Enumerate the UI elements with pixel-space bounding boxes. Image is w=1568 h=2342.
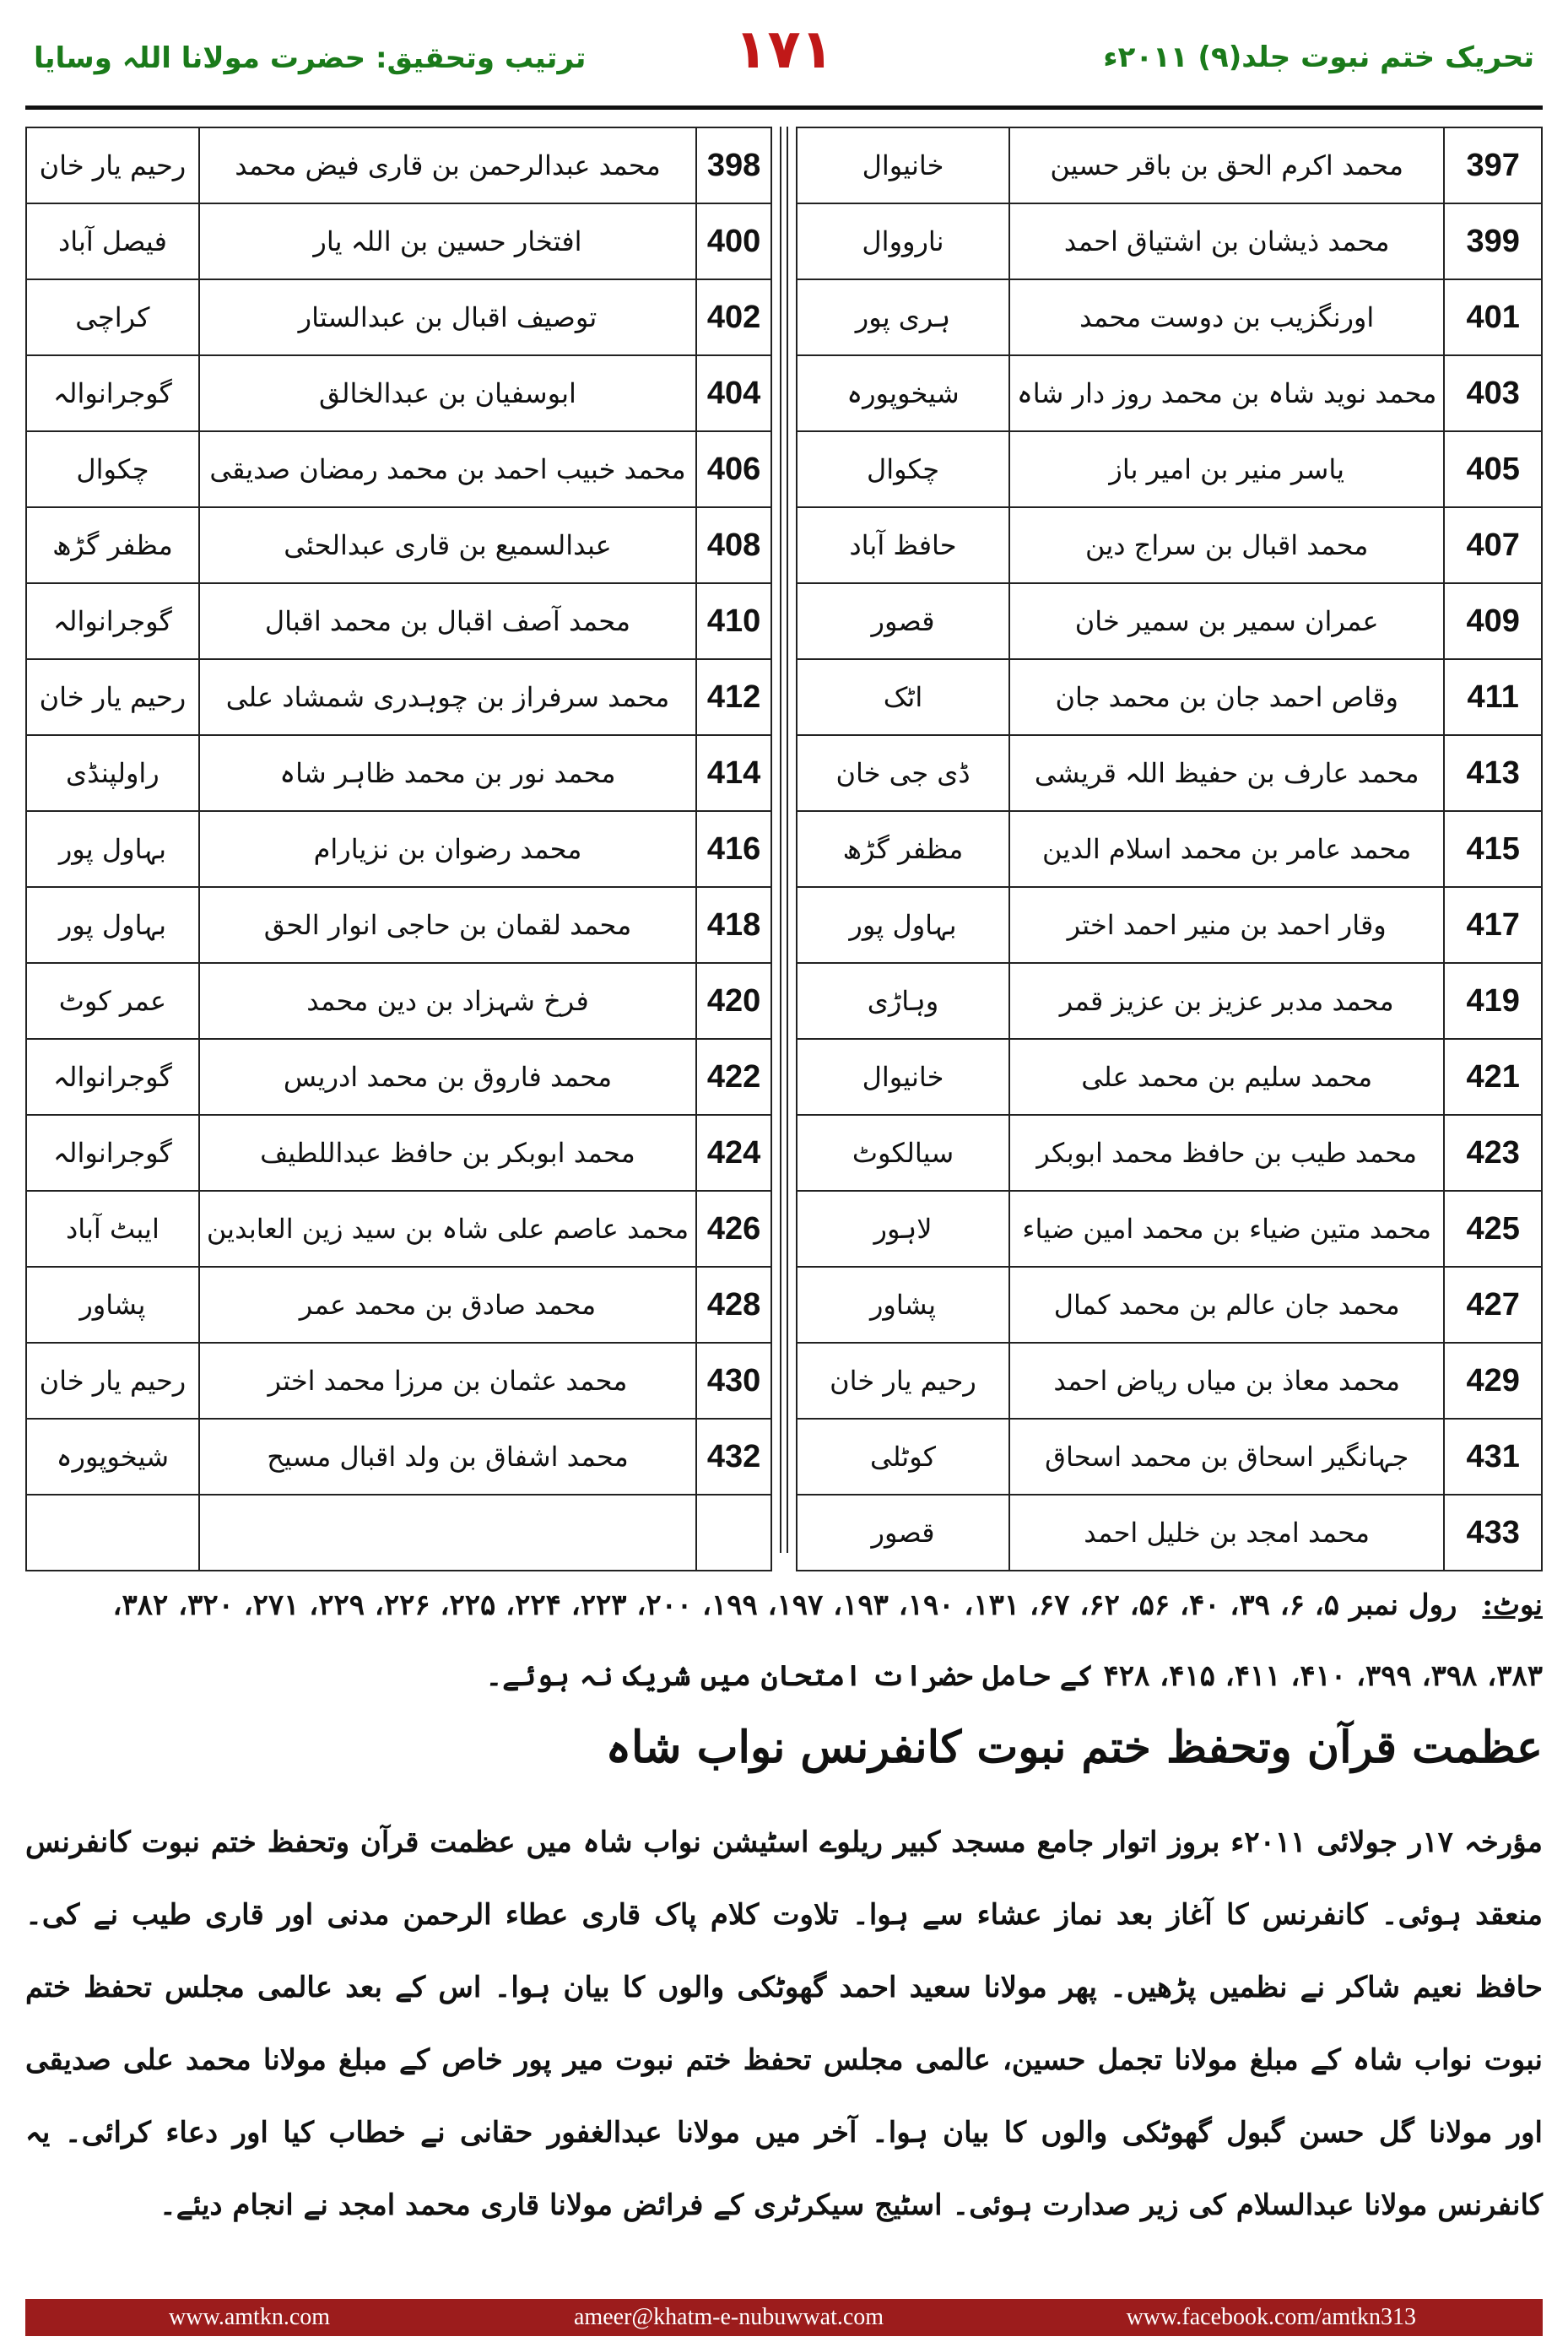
roll-number-cell: 409 <box>1444 583 1542 659</box>
city-cell: رحیم یار خان <box>797 1343 1009 1419</box>
name-cell: محمد نوید شاہ بن محمد روز دار شاہ <box>1009 355 1444 431</box>
city-cell: مظفر گڑھ <box>26 507 199 583</box>
city-cell: گوجرانوالہ <box>26 1115 199 1191</box>
roll-number-cell <box>696 1495 771 1571</box>
name-cell: جہانگیر اسحاق بن محمد اسحاق <box>1009 1419 1444 1495</box>
name-cell: محمد عاصم علی شاہ بن سید زین العابدین <box>199 1191 696 1267</box>
table-row <box>26 507 771 583</box>
table-right <box>796 127 1543 1571</box>
name-cell: محمد رضوان بن نزیارام <box>199 811 696 887</box>
city-cell: قصور <box>797 1495 1009 1571</box>
name-cell: محمد سلیم بن محمد علی <box>1009 1039 1444 1115</box>
city-cell: ایبٹ آباد <box>26 1191 199 1267</box>
table-row <box>797 1419 1542 1495</box>
table-row <box>797 431 1542 507</box>
name-cell <box>199 1495 696 1571</box>
table-row <box>26 1115 771 1191</box>
city-cell: اٹک <box>797 659 1009 735</box>
roll-number-cell: 425 <box>1444 1191 1542 1267</box>
section-paragraph: مؤرخہ ۱۷ر جولائی ۲۰۱۱ء بروز اتوار جامع مسجد کبیر ریلوے اسٹیشن نواب شاہ میں عظمت قرآن وتحفظ ختم نبوت کانفرنس منعقد ہوئی۔ کانفرنس کا آغاز بعد نماز عشاء سے ہوا۔ تلاوت کلام پاک قاری عطاء الرحمن مدنی اور قاری طیب نے کی۔ حافظ نعیم شاکر نے نظمیں پڑھیں۔ پھر مولانا سعید احمد گھوٹکی والوں کا بیان ہوا۔ اس کے بعد عالمی مجلس تحفظ ختم نبوت نواب شاہ کے مبلغ مولانا تجمل حسین، عالمی مجلس تحفظ ختم نبوت میر پور خاص کے مبلغ مولانا محمد علی صدیقی اور مولانا گل حسن گبول گھوٹکی والوں کا بیان ہوا۔ آخر میں مولانا عبدالغفور حقانی نے خطاب کیا اور دعاء کرائی۔ یہ کانفرنس مولانا عبدالسلام کی زیر صدارت ہوئی۔ اسٹیج سیکرٹری کے فرائض مولانا قاری محمد امجد نے انجام دیئے۔ <box>25 1825 1544 2222</box>
table-row <box>26 431 771 507</box>
name-cell: یاسر منیر بن امیر باز <box>1009 431 1444 507</box>
table-row <box>26 735 771 811</box>
table-row <box>797 887 1542 963</box>
name-cell: محمد طیب بن حافظ محمد ابوبکر <box>1009 1115 1444 1191</box>
name-cell: محمد ذیشان بن اشتیاق احمد <box>1009 203 1444 279</box>
city-cell: سیالکوٹ <box>797 1115 1009 1191</box>
header-rule <box>25 105 1543 110</box>
roll-number-cell: 433 <box>1444 1495 1542 1571</box>
note-block <box>25 1570 1543 1712</box>
table-row <box>26 127 771 203</box>
roll-number-cell: 429 <box>1444 1343 1542 1419</box>
roll-number-cell: 401 <box>1444 279 1542 355</box>
roll-number-cell: 422 <box>696 1039 771 1115</box>
city-cell: لاہور <box>797 1191 1009 1267</box>
city-cell: مظفر گڑھ <box>797 811 1009 887</box>
roll-number-cell: 419 <box>1444 963 1542 1039</box>
name-cell: عمران سمیر بن سمیر خان <box>1009 583 1444 659</box>
roll-number-tables <box>25 127 1543 1553</box>
roll-number-cell: 417 <box>1444 887 1542 963</box>
table-row <box>797 735 1542 811</box>
roll-number-cell: 418 <box>696 887 771 963</box>
roll-number-cell: 430 <box>696 1343 771 1419</box>
roll-number-cell: 424 <box>696 1115 771 1191</box>
city-cell: بہاول پور <box>797 887 1009 963</box>
table-row <box>26 659 771 735</box>
city-cell: قصور <box>797 583 1009 659</box>
table-row <box>797 811 1542 887</box>
roll-number-cell: 402 <box>696 279 771 355</box>
table-row <box>797 127 1542 203</box>
city-cell: کوٹلی <box>797 1419 1009 1495</box>
city-cell: گوجرانوالہ <box>26 355 199 431</box>
table-row <box>26 1191 771 1267</box>
roll-number-cell: 415 <box>1444 811 1542 887</box>
roll-number-cell: 432 <box>696 1419 771 1495</box>
name-cell: محمد امجد بن خلیل احمد <box>1009 1495 1444 1571</box>
roll-number-cell: 411 <box>1444 659 1542 735</box>
note-label: نوٹ: <box>1482 1588 1543 1622</box>
name-cell: عبدالسمیع بن قاری عبدالحئی <box>199 507 696 583</box>
table-row <box>797 1191 1542 1267</box>
note-line-1: رول نمبر ۵، ۶، ۳۹، ۴۰، ۵۶، ۶۲، ۶۷، ۱۳۱، ۱۹۰، ۱۹۳، ۱۹۷، ۱۹۹، ۲۰۰، ۲۲۳، ۲۲۴، ۲۲۵، ۲۲۶، ۲۲۹، ۲۷۱، ۳۲۰، ۳۸۲، <box>112 1588 1457 1622</box>
city-cell: راولپنڈی <box>26 735 199 811</box>
name-cell: محمد صادق بن محمد عمر <box>199 1267 696 1343</box>
table-divider <box>780 127 788 1553</box>
table-row <box>797 279 1542 355</box>
footer-bar <box>25 2299 1543 2336</box>
table-row <box>26 811 771 887</box>
city-cell: گوجرانوالہ <box>26 1039 199 1115</box>
roll-number-cell: 399 <box>1444 203 1542 279</box>
city-cell: بہاول پور <box>26 811 199 887</box>
name-cell: وقار احمد بن منیر احمد اختر <box>1009 887 1444 963</box>
city-cell: ہری پور <box>797 279 1009 355</box>
city-cell: وہاڑی <box>797 963 1009 1039</box>
name-cell: ابوسفیان بن عبدالخالق <box>199 355 696 431</box>
roll-number-cell: 413 <box>1444 735 1542 811</box>
name-cell: محمد آصف اقبال بن محمد اقبال <box>199 583 696 659</box>
name-cell: محمد اشفاق بن ولد اقبال مسیح <box>199 1419 696 1495</box>
city-cell: ڈی جی خان <box>797 735 1009 811</box>
table-row <box>797 963 1542 1039</box>
table-row <box>26 1495 771 1571</box>
table-row <box>797 1267 1542 1343</box>
table-row <box>26 1267 771 1343</box>
table-row <box>26 887 771 963</box>
city-cell: شیخوپورہ <box>797 355 1009 431</box>
city-cell: چکوال <box>797 431 1009 507</box>
name-cell: محمد مدبر عزیز بن عزیز قمر <box>1009 963 1444 1039</box>
footer-email-link[interactable]: ameer@khatm-e-nubuwwat.com <box>574 2304 884 2330</box>
name-cell: محمد عامر بن محمد اسلام الدین <box>1009 811 1444 887</box>
roll-number-cell: 421 <box>1444 1039 1542 1115</box>
roll-number-cell: 416 <box>696 811 771 887</box>
table-row <box>26 583 771 659</box>
table-row <box>797 355 1542 431</box>
header-book-title: تحریک ختم نبوت جلد(۹) ۲۰۱۱ء <box>1103 41 1534 74</box>
roll-number-cell: 398 <box>696 127 771 203</box>
roll-number-cell: 408 <box>696 507 771 583</box>
city-cell: پشاور <box>26 1267 199 1343</box>
table-row <box>26 355 771 431</box>
header-compiler: ترتیب وتحقیق: حضرت مولانا اللہ وسایا <box>34 41 587 75</box>
roll-number-cell: 406 <box>696 431 771 507</box>
page-header <box>0 0 1568 97</box>
roll-number-cell: 426 <box>696 1191 771 1267</box>
roll-number-cell: 400 <box>696 203 771 279</box>
table-row <box>797 583 1542 659</box>
roll-number-cell: 404 <box>696 355 771 431</box>
city-cell: چکوال <box>26 431 199 507</box>
roll-number-cell: 423 <box>1444 1115 1542 1191</box>
table-row <box>26 1343 771 1419</box>
table-row <box>797 1039 1542 1115</box>
roll-number-cell: 397 <box>1444 127 1542 203</box>
table-row <box>797 507 1542 583</box>
city-cell: خانیوال <box>797 127 1009 203</box>
city-cell: کراچی <box>26 279 199 355</box>
name-cell: محمد لقمان بن حاجی انوار الحق <box>199 887 696 963</box>
city-cell: فیصل آباد <box>26 203 199 279</box>
city-cell <box>26 1495 199 1571</box>
city-cell: حافظ آباد <box>797 507 1009 583</box>
table-row <box>797 203 1542 279</box>
name-cell: توصیف اقبال بن عبدالستار <box>199 279 696 355</box>
roll-number-cell: 403 <box>1444 355 1542 431</box>
name-cell: محمد سرفراز بن چوہدری شمشاد علی <box>199 659 696 735</box>
name-cell: محمد اکرم الحق بن باقر حسین <box>1009 127 1444 203</box>
city-cell: عمر کوٹ <box>26 963 199 1039</box>
name-cell: افتخار حسین بن اللہ یار <box>199 203 696 279</box>
name-cell: وقاص احمد جان بن محمد جان <box>1009 659 1444 735</box>
table-row <box>797 1495 1542 1571</box>
table-row <box>26 1419 771 1495</box>
table-left <box>25 127 772 1571</box>
name-cell: محمد ابوبکر بن حافظ عبداللطیف <box>199 1115 696 1191</box>
roll-number-cell: 427 <box>1444 1267 1542 1343</box>
table-row <box>26 963 771 1039</box>
roll-number-cell: 414 <box>696 735 771 811</box>
section-heading: عظمت قرآن وتحفظ ختم نبوت کانفرنس نواب شاہ <box>605 1722 1543 1773</box>
roll-number-cell: 410 <box>696 583 771 659</box>
roll-number-cell: 405 <box>1444 431 1542 507</box>
name-cell: محمد عارف بن حفیظ اللہ قریشی <box>1009 735 1444 811</box>
name-cell: فرخ شہزاد بن دین محمد <box>199 963 696 1039</box>
name-cell: اورنگزیب بن دوست محمد <box>1009 279 1444 355</box>
table-row <box>797 659 1542 735</box>
city-cell: رحیم یار خان <box>26 127 199 203</box>
footer-website-link[interactable]: www.amtkn.com <box>169 2304 331 2330</box>
name-cell: محمد معاذ بن میاں ریاض احمد <box>1009 1343 1444 1419</box>
city-cell: نارووال <box>797 203 1009 279</box>
name-cell: محمد نور بن محمد ظاہر شاہ <box>199 735 696 811</box>
city-cell: گوجرانوالہ <box>26 583 199 659</box>
roll-number-cell: 428 <box>696 1267 771 1343</box>
table-row <box>26 203 771 279</box>
city-cell: رحیم یار خان <box>26 1343 199 1419</box>
name-cell: محمد عثمان بن مرزا محمد اختر <box>199 1343 696 1419</box>
name-cell: محمد عبدالرحمن بن قاری فیض محمد <box>199 127 696 203</box>
page-number: ۱۷۱ <box>734 19 834 81</box>
table-row <box>797 1343 1542 1419</box>
note-line-2: ۳۸۳، ۳۹۸، ۳۹۹، ۴۱۰، ۴۱۱، ۴۱۵، ۴۲۸ کے حامل حضرات امتحان میں شریک نہ ہوئے۔ <box>485 1659 1543 1693</box>
city-cell: بہاول پور <box>26 887 199 963</box>
table-row <box>797 1115 1542 1191</box>
roll-number-cell: 431 <box>1444 1419 1542 1495</box>
city-cell: شیخوپورہ <box>26 1419 199 1495</box>
city-cell: رحیم یار خان <box>26 659 199 735</box>
roll-number-cell: 412 <box>696 659 771 735</box>
name-cell: محمد اقبال بن سراج دین <box>1009 507 1444 583</box>
table-row <box>26 1039 771 1115</box>
name-cell: محمد خبیب احمد بن محمد رمضان صدیقی <box>199 431 696 507</box>
name-cell: محمد متین ضیاء بن محمد امین ضیاء <box>1009 1191 1444 1267</box>
name-cell: محمد فاروق بن محمد ادریس <box>199 1039 696 1115</box>
city-cell: خانیوال <box>797 1039 1009 1115</box>
roll-number-cell: 420 <box>696 963 771 1039</box>
name-cell: محمد جان عالم بن محمد کمال <box>1009 1267 1444 1343</box>
table-row <box>26 279 771 355</box>
city-cell: پشاور <box>797 1267 1009 1343</box>
roll-number-cell: 407 <box>1444 507 1542 583</box>
footer-facebook-link[interactable]: www.facebook.com/amtkn313 <box>1126 2304 1416 2330</box>
